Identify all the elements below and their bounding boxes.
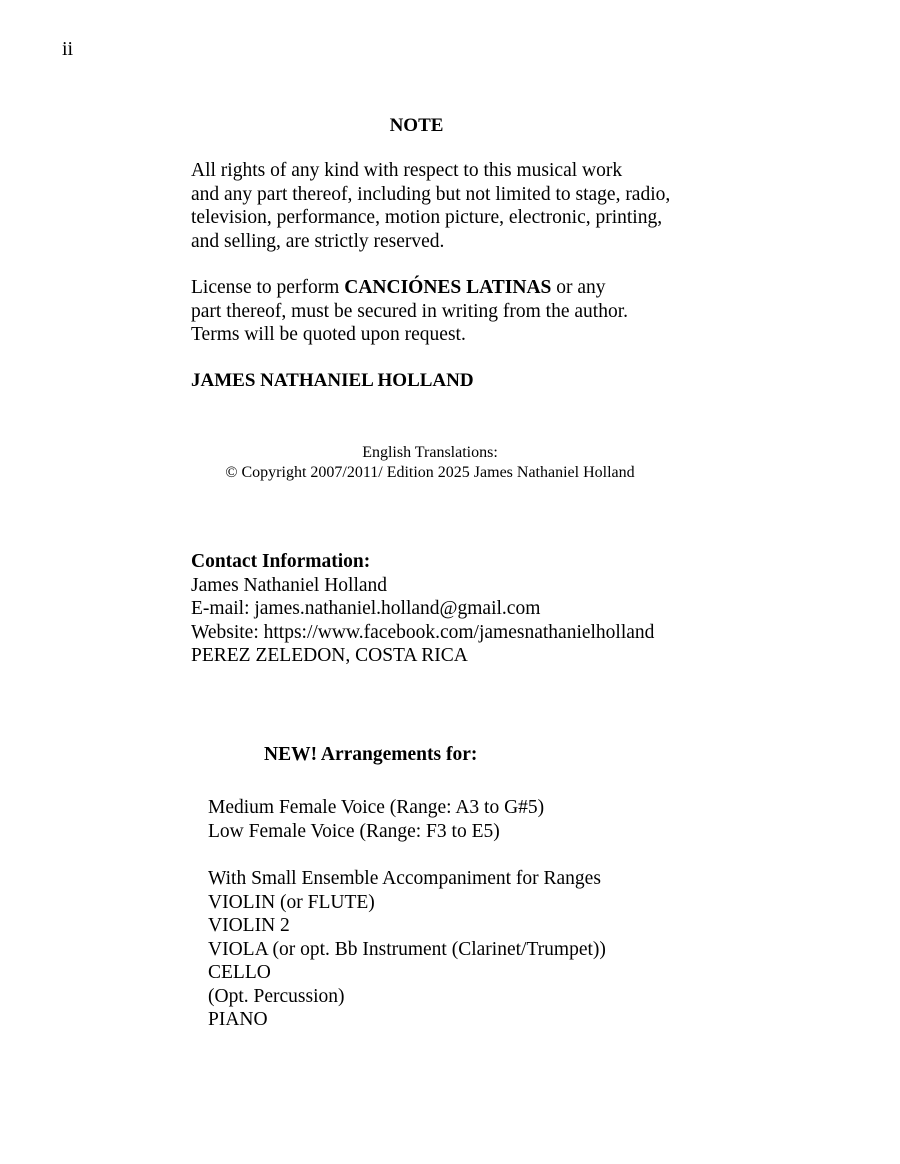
license-prefix: License to perform: [191, 277, 345, 298]
voice-range-item: Medium Female Voice (Range: A3 to G#5): [208, 797, 545, 818]
instrument-item: VIOLIN 2: [208, 915, 290, 936]
contact-block: [191, 550, 654, 668]
note-title: NOTE: [389, 115, 444, 136]
rights-paragraph: [191, 159, 751, 253]
license-first-line: [191, 276, 751, 300]
copyright-notice: © Copyright 2007/2011/ Edition 2025 James Nathaniel Holland: [225, 464, 635, 481]
voice-ranges-list: [208, 796, 544, 843]
rights-line: and any part thereof, including but not limited to stage, radio,: [191, 183, 671, 205]
instruments-list: [208, 867, 606, 1032]
rights-line: and selling, are strictly reserved.: [191, 230, 445, 252]
contact-website: Website: https://www.facebook.com/jamesnathanielholland: [191, 621, 655, 643]
license-work-title: CANCIÓNES LATINAS: [344, 277, 552, 298]
page-number: ii: [62, 38, 74, 60]
rights-line: All rights of any kind with respect to this musical work: [191, 160, 623, 181]
instrument-item: VIOLA (or opt. Bb Instrument (Clarinet/Trumpet)): [208, 938, 606, 960]
contact-name: James Nathaniel Holland: [191, 574, 388, 596]
instrument-item: With Small Ensemble Accompaniment for Ranges: [208, 868, 601, 889]
copyright-block: [0, 443, 860, 483]
license-line: Terms will be quoted upon request.: [191, 324, 466, 345]
license-suffix: or any: [551, 277, 606, 298]
contact-heading: Contact Information:: [191, 551, 371, 572]
instrument-item: VIOLIN (or FLUTE): [208, 891, 375, 913]
license-line: part thereof, must be secured in writing from the author.: [191, 300, 628, 322]
arrangements-heading: NEW! Arrangements for:: [264, 744, 478, 765]
translations-label: English Translations:: [362, 444, 498, 461]
contact-email: E-mail: james.nathaniel.holland@gmail.com: [191, 598, 541, 619]
rights-line: television, performance, motion picture, electronic, printing,: [191, 207, 663, 228]
instrument-item: PIANO: [208, 1009, 268, 1030]
author-name: JAMES NATHANIEL HOLLAND: [191, 370, 474, 391]
voice-range-item: Low Female Voice (Range: F3 to E5): [208, 820, 500, 842]
license-paragraph: [191, 276, 751, 347]
instrument-item: (Opt. Percussion): [208, 985, 345, 1007]
contact-location: PEREZ ZELEDON, COSTA RICA: [191, 645, 468, 666]
instrument-item: CELLO: [208, 962, 271, 983]
